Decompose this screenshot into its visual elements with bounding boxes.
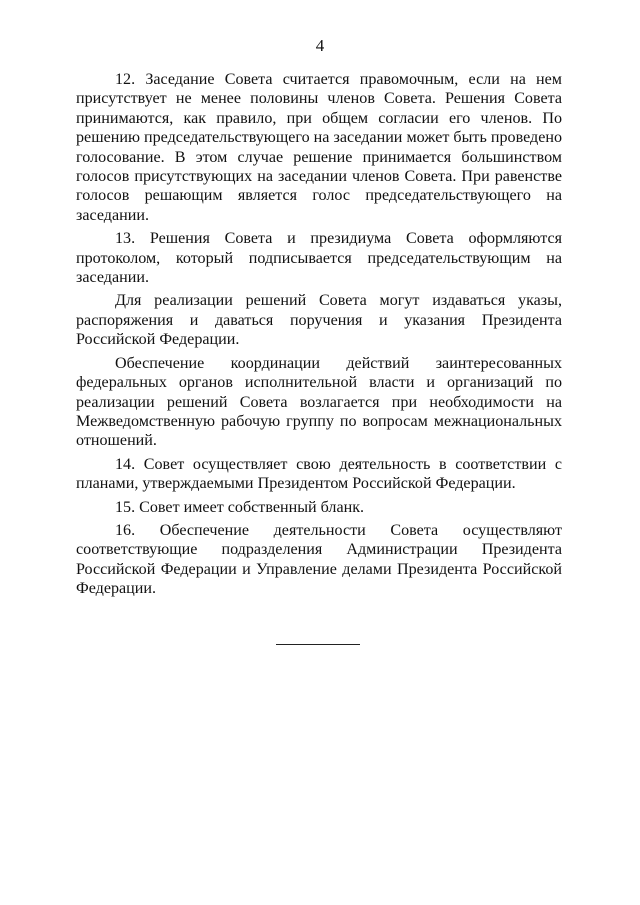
paragraph-decrees: Для реализации решений Совета могут издаваться указы, распоряжения и даваться поручения и указания Президента Российской Федерации. bbox=[76, 292, 562, 349]
end-of-document-rule bbox=[276, 644, 360, 645]
page-number: 4 bbox=[315, 36, 325, 55]
paragraph-16: 16. Обеспечение деятельности Совета осуществляют соответствующие подразделения Администрации Президента Российской Федерации и Управление делами Президента Российской Федерации. bbox=[76, 521, 562, 598]
paragraph-13: 13. Решения Совета и президиума Совета оформляются протоколом, который подписывается председательствующим на заседании. bbox=[76, 230, 562, 287]
paragraph-14: 14. Совет осуществляет свою деятельность в соответствии с планами, утверждаемыми Президентом Российской Федерации. bbox=[76, 455, 562, 493]
paragraph-coordination: Обеспечение координации действий заинтересованных федеральных органов исполнительной власти и организаций по реализации решений Совета возлагается при необходимости на Межведомственную рабочую группу по вопросам межнациональных отношений. bbox=[76, 354, 562, 450]
paragraph-12: 12. Заседание Совета считается правомочным, если на нем присутствует не менее половины членов Совета. Решения Совета принимаются, как правило, при общем согласии его членов. По решению председательствующего на заседании может быть проведено голосование. В этом случае решение принимается большинством голосов присутствующих на заседании членов Совета. При равенстве голосов решающим является голос председательствующего на заседании. bbox=[76, 71, 562, 224]
paragraph-15: 15. Совет имеет собственный бланк. bbox=[115, 498, 365, 516]
document-body bbox=[76, 70, 562, 603]
